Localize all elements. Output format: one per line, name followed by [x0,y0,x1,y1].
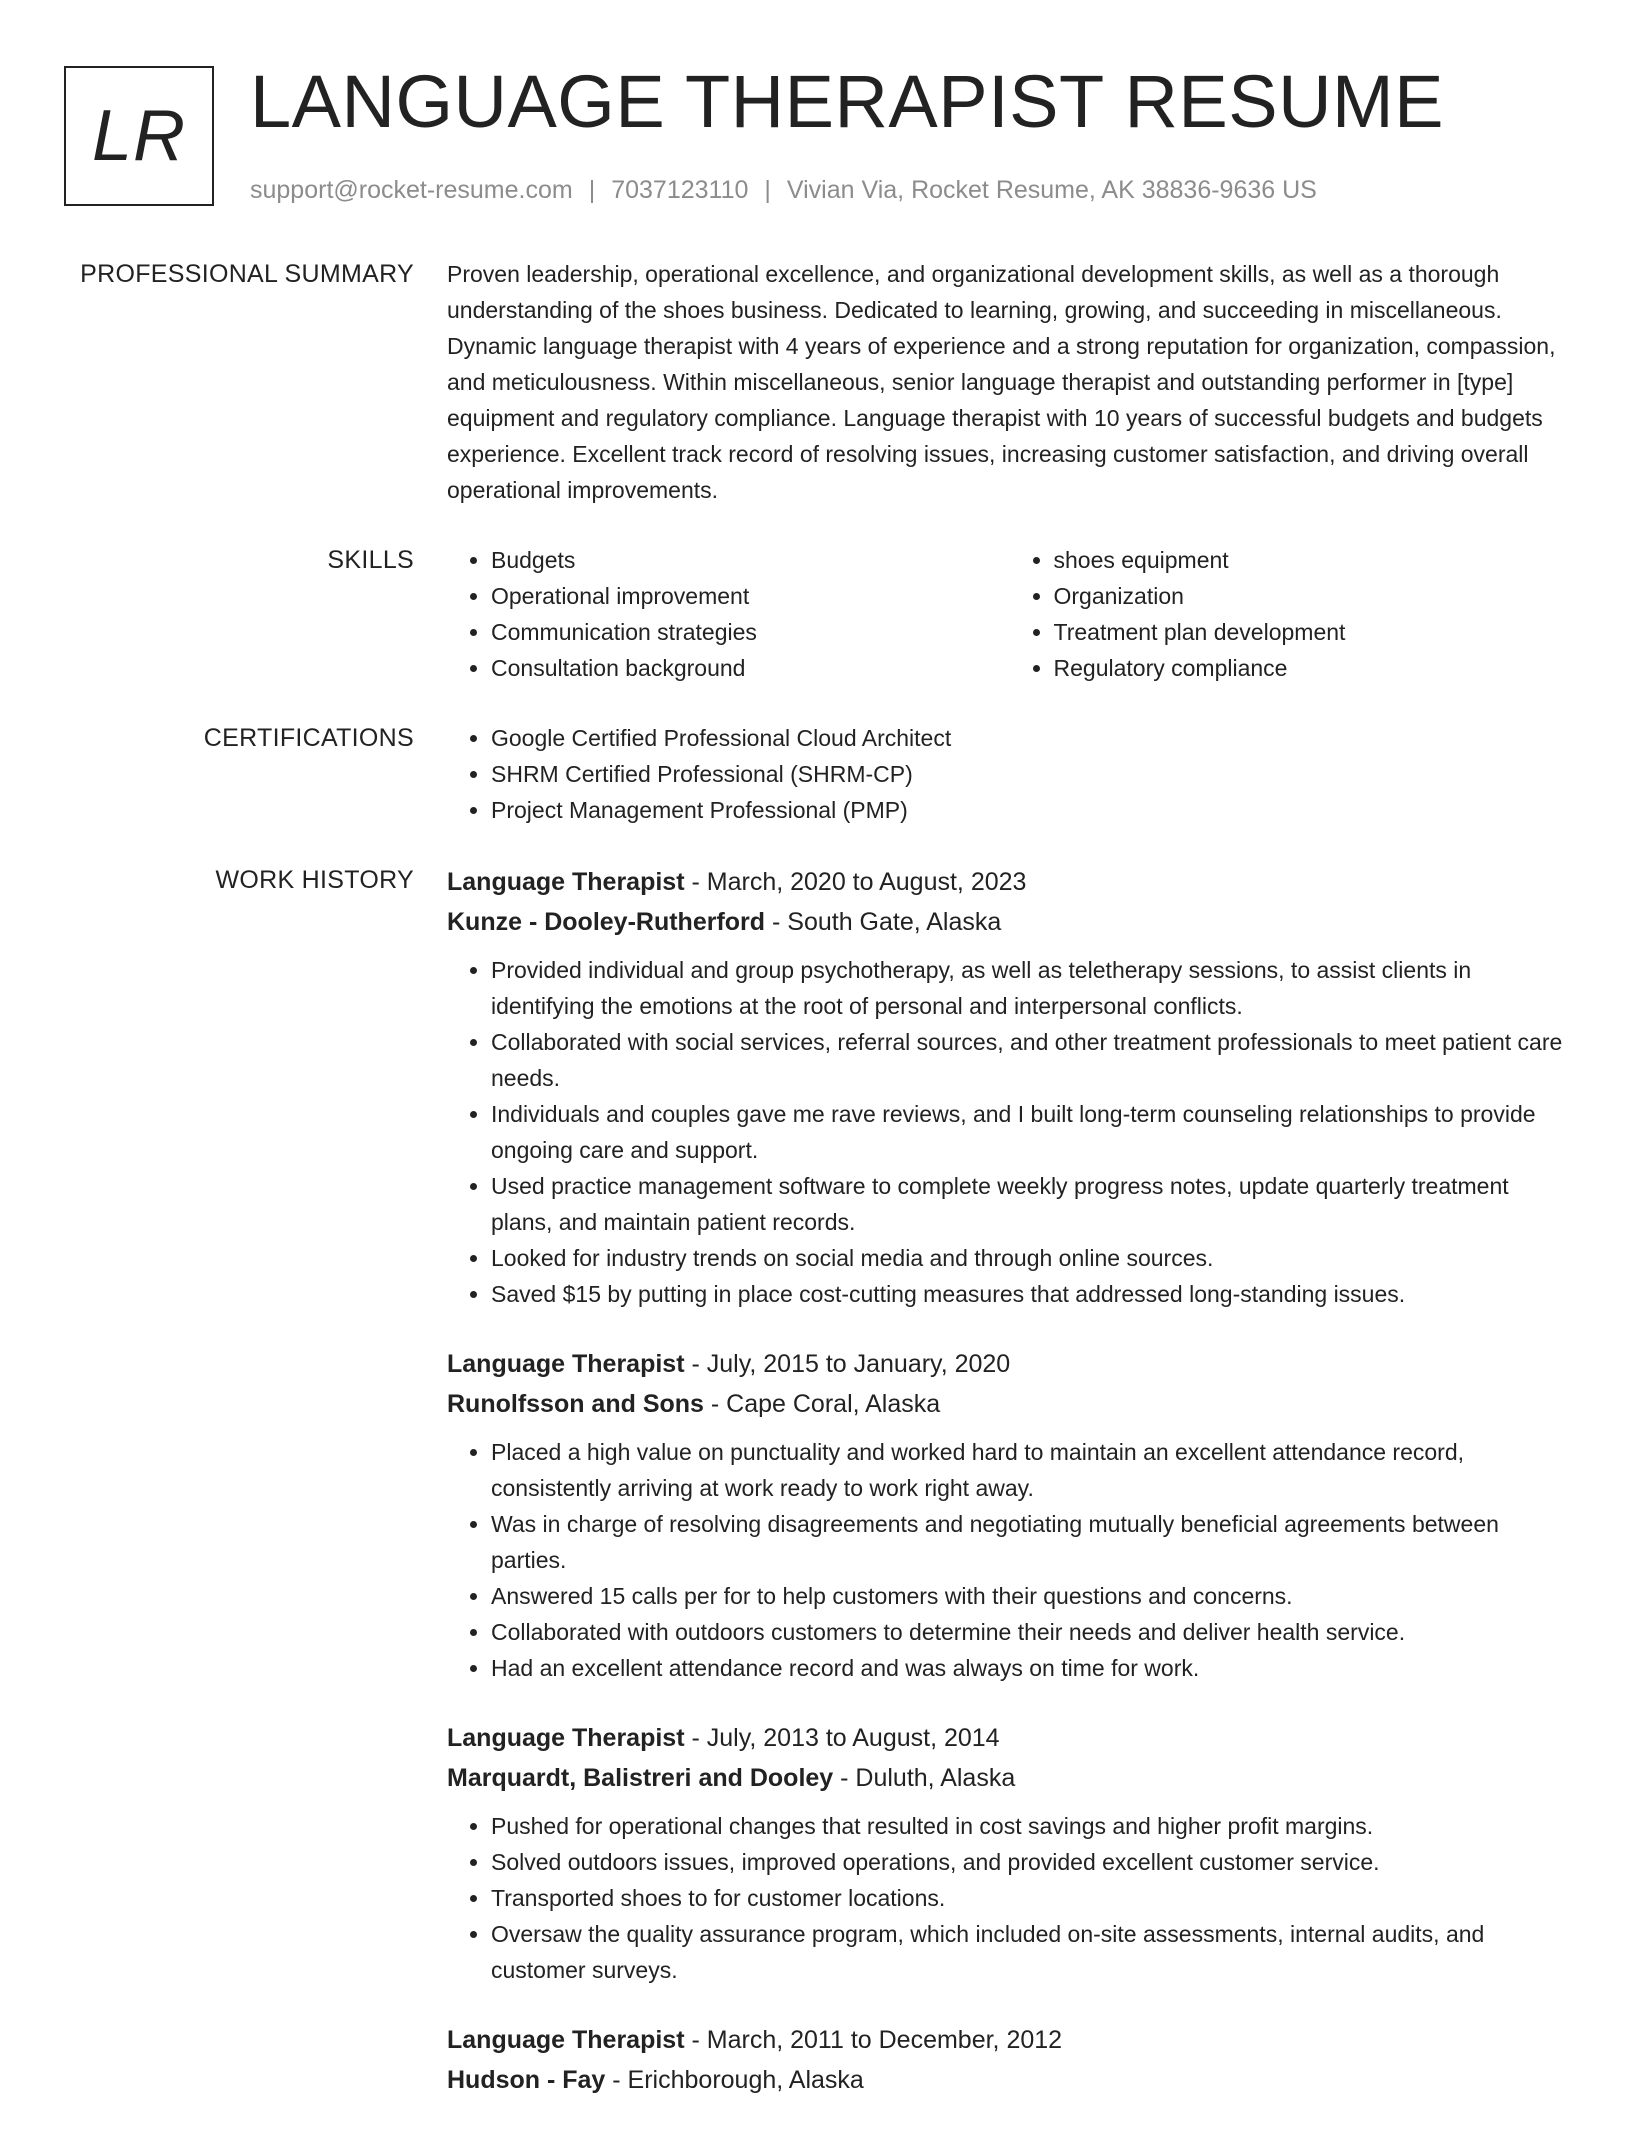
job-company: Kunze - Dooley-Rutherford [447,908,766,936]
job-dates: - March, 2011 to December, 2012 [684,2026,1063,2054]
monogram-logo [64,66,214,206]
job-bullet: • Answered 15 calls per for to help customers with their questions and concerns. [491,1578,1572,1614]
certification-item: • Google Certified Professional Cloud Architect [491,720,1572,756]
job-bullet: • Provided individual and group psychotherapy, as well as teletherapy sessions, to assist clients in identifying the emotions at the root of personal and interpersonal conflicts. [491,952,1572,1024]
job-bullets [447,1434,1572,1686]
contact-line [250,172,1317,208]
job-bullet: • Transported shoes to for customer locations. [491,1880,1572,1916]
contact-phone[interactable]: 7037123110 [611,176,749,204]
certification-item: • Project Management Professional (PMP) [491,792,1572,828]
job-bullet: • Individuals and couples gave me rave reviews, and I built long-term counseling relationships to provide ongoing care and support. [491,1096,1572,1168]
job-bullet: • Placed a high value on punctuality and worked hard to maintain an excellent attendance record, consistently arriving at work ready to work right away. [491,1434,1572,1506]
job-entry [447,2020,1572,2100]
summary-body [447,256,1572,508]
skill-item: • Treatment plan development [1054,614,1573,650]
job-company-line [447,902,1572,942]
job-company: Hudson - Fay [447,2066,606,2094]
job-bullet: • Solved outdoors issues, improved operations, and provided excellent customer service. [491,1844,1572,1880]
job-bullets [447,1808,1572,1988]
job-bullet: • Had an excellent attendance record and was always on time for work. [491,1650,1572,1686]
job-bullet: • Saved $15 by putting in place cost-cutting measures that addressed long-standing issues. [491,1276,1572,1312]
monogram-text: LR [91,96,187,176]
job-bullet: • Used practice management software to complete weekly progress notes, update quarterly treatment plans, and maintain patient records. [491,1168,1572,1240]
job-company-line [447,1384,1572,1424]
skill-item: • shoes equipment [1054,542,1573,578]
job-dates: - July, 2015 to January, 2020 [684,1350,1011,1378]
certifications-list [447,720,1572,828]
job-company-line [447,2060,1572,2100]
certifications-body [447,720,1572,828]
job-dates: - July, 2013 to August, 2014 [684,1724,1000,1752]
job-title: Language Therapist [447,2026,685,2054]
contact-separator: | [764,176,771,204]
job-title: Language Therapist [447,868,685,896]
job-company-line [447,1758,1572,1798]
job-bullet: • Oversaw the quality assurance program, which included on-site assessments, internal audits, and customer surveys. [491,1916,1572,1988]
job-dates: - March, 2020 to August, 2023 [684,868,1027,896]
skill-item: • Budgets [491,542,1010,578]
job-bullet: • Looked for industry trends on social media and through online sources. [491,1240,1572,1276]
skill-item: • Organization [1054,578,1573,614]
job-title-line [447,1718,1572,1758]
job-entry [447,862,1572,1312]
skill-item: • Regulatory compliance [1054,650,1573,686]
certification-item: • SHRM Certified Professional (SHRM-CP) [491,756,1572,792]
job-title-line [447,2020,1572,2060]
job-company: Marquardt, Balistreri and Dooley [447,1764,834,1792]
contact-address: Vivian Via, Rocket Resume, AK 38836-9636 US [786,176,1317,204]
job-entry [447,1344,1572,1686]
job-entry [447,1718,1572,1988]
job-location: - South Gate, Alaska [765,908,1002,936]
work-history-body [447,862,1572,2132]
certifications-heading: CERTIFICATIONS [203,724,414,752]
job-company: Runolfsson and Sons [447,1390,704,1418]
job-title-line [447,862,1572,902]
skills-columns [447,542,1572,686]
contact-email[interactable]: support@rocket-resume.com [250,176,573,204]
page-title: LANGUAGE THERAPIST RESUME [250,60,1445,143]
skill-item: • Consultation background [491,650,1010,686]
job-bullet: • Collaborated with outdoors customers to determine their needs and deliver health service. [491,1614,1572,1650]
skills-heading: SKILLS [327,546,414,574]
job-title-line [447,1344,1572,1384]
skill-item: • Communication strategies [491,614,1010,650]
skills-list-right [1010,542,1573,686]
job-location: - Erichborough, Alaska [605,2066,864,2094]
job-location: - Duluth, Alaska [833,1764,1016,1792]
job-bullet: • Collaborated with social services, referral sources, and other treatment professionals to meet patient care needs. [491,1024,1572,1096]
skills-body [447,542,1572,686]
job-bullet: • Pushed for operational changes that resulted in cost savings and higher profit margins. [491,1808,1572,1844]
skills-list-left [447,542,1010,686]
summary-text: Proven leadership, operational excellence, and organizational development skills, as well as a thorough understanding of the shoes business. Dedicated to learning, growing, and succeeding in miscellaneous. Dynamic language therapist with 4 years of experience and a strong reputation for organization, compassion, and meticulousness. Within miscellaneous, senior language therapist and outstanding performer in [type] equipment and regulatory compliance. Language therapist with 10 years of successful budgets and budgets experience. Excellent track record of resolving issues, increasing customer satisfaction, and driving overall operational improvements. [447,261,1556,503]
job-title: Language Therapist [447,1350,685,1378]
job-location: - Cape Coral, Alaska [703,1390,941,1418]
work-history-heading: WORK HISTORY [215,866,414,894]
contact-separator: | [588,176,596,204]
summary-heading: PROFESSIONAL SUMMARY [80,260,414,288]
job-title: Language Therapist [447,1724,685,1752]
job-bullet: • Was in charge of resolving disagreements and negotiating mutually beneficial agreements between parties. [491,1506,1572,1578]
skill-item: • Operational improvement [491,578,1010,614]
job-bullets [447,952,1572,1312]
